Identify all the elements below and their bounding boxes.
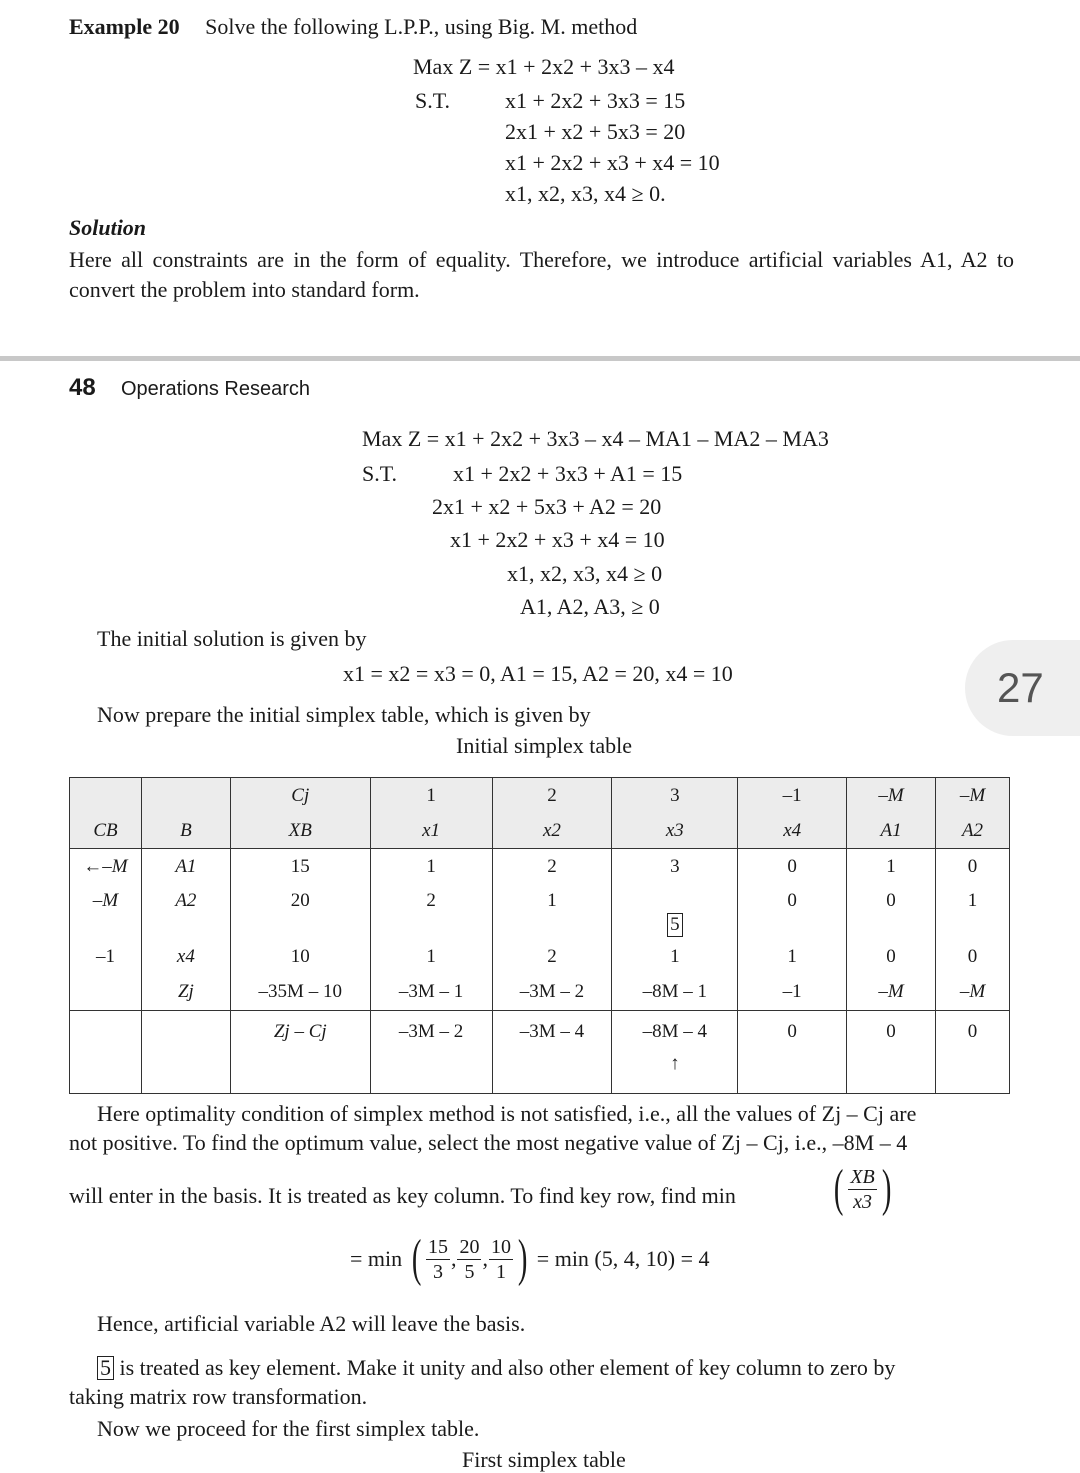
col-header: CB <box>93 819 118 841</box>
table-cell: A2 <box>175 890 197 911</box>
col-header: B <box>180 819 192 841</box>
example-statement: Solve the following L.P.P., using Big. M. method <box>205 14 638 39</box>
key-element-box: 5 <box>97 1356 114 1380</box>
initial-values: x1 = x2 = x3 = 0, A1 = 15, A2 = 20, x4 = 10 <box>343 661 733 686</box>
header-row <box>70 813 1010 849</box>
zj-label: Zj <box>177 981 194 1002</box>
page-badge: 27 <box>965 640 1080 736</box>
min-prefix: = min <box>350 1246 403 1271</box>
constraint-2: 2x1 + x2 + 5x3 = 20 <box>505 119 686 144</box>
table-cell: 1 <box>612 939 738 974</box>
analysis-line-3: will enter in the basis. It is treated as key column. To find key row, find min <box>69 1183 736 1208</box>
table-cell: 2 <box>492 939 612 974</box>
solution-text: Here all constraints are in the form of equality. Therefore, we introduce artificial variables A1, A2 to convert the problem into standard form. <box>69 247 1014 302</box>
ratio-numerator: XB <box>850 1165 875 1188</box>
zj-cj-value: 0 <box>738 1011 847 1054</box>
table-cell: x4 <box>176 945 195 967</box>
standard-nonneg-x: x1, x2, x3, x4 ≥ 0 <box>507 561 663 586</box>
ratio-denominator: x3 <box>853 1190 872 1213</box>
analysis-line-1: Here optimality condition of simplex method is not satisfied, i.e., all the values of Zj – Cj are <box>97 1101 917 1126</box>
table-cell: 0 <box>847 884 936 939</box>
table-cell: 1 <box>936 884 1010 939</box>
zj-value: –3M – 1 <box>370 974 492 1011</box>
standard-constraint-2: 2x1 + x2 + 5x3 + A2 = 20 <box>432 494 662 519</box>
table-cell: 1 <box>492 884 612 939</box>
table-row <box>70 884 1010 939</box>
cj-value: –M <box>878 784 904 806</box>
ratio-expression: ( $\frac{XB}{x3}$ ) <box>833 1160 892 1217</box>
col-header: XB <box>288 819 312 841</box>
proceed-text: Now we proceed for the first simplex table. <box>97 1416 480 1441</box>
solution-heading: Solution <box>69 215 147 240</box>
cj-value: 3 <box>612 778 738 814</box>
table-cell: 1 <box>738 939 847 974</box>
table-cell: 0 <box>847 939 936 974</box>
col-header: A1 <box>880 819 902 841</box>
zj-cj-value: 0 <box>847 1011 936 1054</box>
cj-value: 1 <box>370 778 492 814</box>
col-header: x4 <box>783 819 802 841</box>
cj-value: 2 <box>492 778 612 814</box>
ratio-fraction: $\frac{10}{1}$ <box>490 1235 511 1283</box>
cj-row <box>70 778 1010 814</box>
table-cell: –M <box>92 890 119 911</box>
table-row <box>70 939 1010 974</box>
col-header: x3 <box>665 819 684 841</box>
constraint-3: x1 + 2x2 + x3 + x4 = 10 <box>505 150 720 175</box>
ratio-fraction: $\frac{15}{3}$ <box>427 1235 448 1283</box>
cj-label: Cj <box>291 784 310 806</box>
col-header: A2 <box>961 819 984 841</box>
arrow-row <box>70 1053 1010 1094</box>
table-cell: 1 <box>847 849 936 885</box>
prepare-text: Now prepare the initial simplex table, which is given by <box>97 702 591 727</box>
table-cell: 20 <box>230 884 370 939</box>
table-cell: 0 <box>936 939 1010 974</box>
min-computation: = min ( $\frac{15}{3}$ , $\frac{20}{5}$ , $\frac{10}{1}$ ) = min (5, 4, 10) = 4 <box>350 1230 710 1287</box>
table-cell: 2 <box>370 884 492 939</box>
example-label: Example 20 <box>69 14 180 39</box>
table-cell: 1 <box>370 849 492 885</box>
zj-cj-value: –3M – 2 <box>370 1011 492 1054</box>
cj-value: –1 <box>738 778 847 814</box>
nonnegativity: x1, x2, x3, x4 ≥ 0. <box>505 181 666 206</box>
zj-cj-label: Zj – Cj <box>273 1021 327 1042</box>
table-cell: 10 <box>230 939 370 974</box>
table-cell: A1 <box>175 855 197 877</box>
table-row <box>70 849 1010 885</box>
initial-simplex-table <box>69 777 1010 1094</box>
initial-intro: The initial solution is given by <box>97 626 367 651</box>
constraint-1: x1 + 2x2 + 3x3 = 15 <box>505 88 686 113</box>
table-cell: 0 <box>738 849 847 885</box>
col-header: x1 <box>422 819 441 841</box>
standard-nonneg-a: A1, A2, A3, ≥ 0 <box>520 594 660 619</box>
entering-arrow-icon: ↑ <box>612 1053 738 1094</box>
ratio-fraction: $\frac{20}{5}$ <box>459 1235 480 1283</box>
page-divider <box>0 356 1080 361</box>
zj-cj-value: –8M – 4 <box>612 1011 738 1054</box>
table-caption: Initial simplex table <box>456 733 632 758</box>
key-element: 5 <box>667 913 683 937</box>
leaving-variable-text: Hence, artificial variable A2 will leave the basis. <box>97 1311 526 1336</box>
zj-value: –M <box>959 981 986 1002</box>
key-element-line <box>97 1355 895 1381</box>
standard-constraint-1: x1 + 2x2 + 3x3 + A1 = 15 <box>453 461 683 486</box>
st-label: S.T. <box>415 88 451 113</box>
standard-st-label: S.T. <box>362 461 398 486</box>
table-cell: –1 <box>70 939 142 974</box>
analysis-line-2: not positive. To find the optimum value, select the most negative value of Zj – Cj, i.e., –8M – 4 <box>69 1130 908 1155</box>
table-cell: 15 <box>230 849 370 885</box>
zj-row <box>70 974 1010 1011</box>
table-cell: 0 <box>936 849 1010 885</box>
min-result: = min (5, 4, 10) = 4 <box>536 1246 710 1271</box>
table-cell: 0 <box>738 884 847 939</box>
example-heading <box>69 14 637 40</box>
next-table-caption: First simplex table <box>462 1447 626 1472</box>
standard-objective: Max Z = x1 + 2x2 + 3x3 – x4 – MA1 – MA2 – MA3 <box>362 426 829 451</box>
zj-value: –8M – 1 <box>612 974 738 1011</box>
table-cell: 2 <box>492 849 612 885</box>
page-number: 48 <box>69 374 96 401</box>
table-cell: 3 <box>612 849 738 885</box>
lpp-objective: Max Z = x1 + 2x2 + 3x3 – x4 <box>413 54 675 79</box>
zj-value: –35M – 10 <box>230 974 370 1011</box>
col-header: x2 <box>542 819 561 841</box>
cj-value: –M <box>959 784 986 806</box>
zj-cj-value: –3M – 4 <box>492 1011 612 1054</box>
zj-cj-row <box>70 1011 1010 1054</box>
standard-constraint-3: x1 + 2x2 + x3 + x4 = 10 <box>450 527 665 552</box>
running-title: Operations Research <box>121 378 310 400</box>
key-element-text: is treated as key element. Make it unity and also other element of key column to zero by <box>119 1355 896 1380</box>
table-cell: ←–M <box>83 855 128 877</box>
zj-value: –M <box>878 981 904 1002</box>
key-element-text-2: taking matrix row transformation. <box>69 1384 368 1409</box>
zj-cj-value: 0 <box>936 1011 1010 1054</box>
zj-value: –3M – 2 <box>492 974 612 1011</box>
table-cell: 1 <box>370 939 492 974</box>
zj-value: –1 <box>738 974 847 1011</box>
